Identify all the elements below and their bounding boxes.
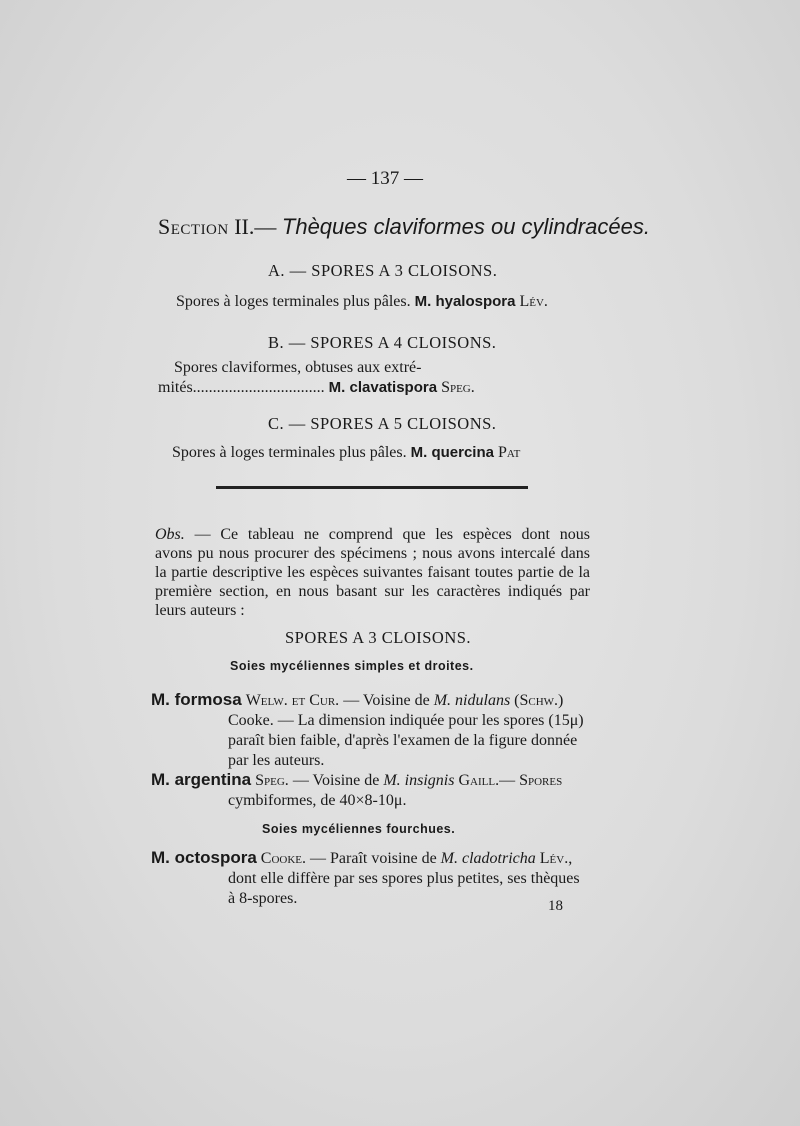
entry-formosa-ref-author: (Schw.): [514, 692, 564, 709]
group-a-line: [176, 293, 548, 311]
group-a-author: Lév.: [519, 293, 548, 310]
entry-formosa-cont-3: par les auteurs.: [228, 752, 325, 769]
subheading-forked: Soies mycéliennes fourchues.: [262, 822, 456, 836]
signature-number: 18: [548, 898, 563, 914]
obs-line-1-text: — Ce tableau ne comprend que les espèces dont nous: [194, 526, 591, 543]
group-c-text: Spores à loges terminales plus pâles.: [172, 444, 407, 461]
entry-argentina: [151, 770, 591, 811]
obs-line-3: la partie descriptive les espèces suivantes faisant toutes partie de la: [155, 564, 590, 581]
entry-formosa-line1: [151, 690, 591, 711]
spores-heading: SPORES A 3 CLOISONS.: [285, 628, 472, 647]
entry-octospora-rest: — Paraît voisine de: [310, 850, 437, 867]
entry-formosa-cont-1: Cooke. — La dimension indiquée pour les spores (15μ): [228, 712, 584, 729]
group-b-heading: B. — SPORES A 4 CLOISONS.: [268, 333, 497, 352]
page-folio: — 137 —: [347, 168, 423, 189]
section-title-text: Thèques claviformes ou cylindracées.: [281, 214, 650, 239]
entry-formosa-ref-species: M. nidulans: [433, 692, 511, 709]
entry-formosa-cont-2: paraît bien faible, d'après l'examen de la figure donnée: [228, 732, 578, 749]
obs-line-1: [155, 525, 590, 544]
obs-paragraph: [155, 525, 590, 620]
entry-octospora-ref-species: M. cladotricha: [440, 850, 536, 867]
group-a-heading: A. — SPORES A 3 CLOISONS.: [268, 261, 498, 280]
entry-argentina-authors: Speg.: [255, 772, 289, 789]
entry-argentina-ref-author: Gaill.— Spores: [458, 772, 563, 789]
subheading-simple: Soies mycéliennes simples et droites.: [230, 659, 474, 673]
entry-octospora-cont-1: dont elle diffère par ses spores plus petites, ses thèques: [228, 870, 580, 887]
entry-octospora-line1: [151, 848, 591, 869]
entry-formosa-authors: Welw. et Cur.: [245, 692, 340, 709]
group-a-text: Spores à loges terminales plus pâles.: [176, 293, 411, 310]
group-c-author: Pat: [497, 444, 521, 461]
entry-argentina-line1: [151, 770, 591, 791]
obs-line-5: leurs auteurs :: [155, 602, 245, 619]
group-b-leader: mités.................................: [158, 379, 325, 396]
entry-formosa-rest: — Voisine de: [343, 692, 430, 709]
group-b-line1: Spores claviformes, obtuses aux extré-: [174, 359, 422, 376]
group-b-author: Speg.: [441, 379, 475, 396]
group-b-line2: [158, 379, 475, 397]
section-prefix: Section: [158, 214, 229, 239]
divider-rule: [216, 486, 528, 489]
obs-line-2: avons pu nous procurer des spécimens ; nous avons intercalé dans: [155, 545, 590, 562]
group-c-line: [172, 444, 520, 462]
entry-formosa: [151, 690, 591, 771]
section-title: [158, 214, 650, 240]
entry-octospora-cont-2: à 8-spores.: [228, 890, 298, 907]
entry-argentina-rest: — Voisine de: [292, 772, 380, 789]
group-c-species: M. quercina: [410, 444, 494, 461]
obs-line-4: première section, en nous basant sur les caractères indiqués par: [155, 583, 590, 600]
entry-octospora-species: M. octospora: [151, 848, 257, 867]
entry-octospora-ref-author: Lév.,: [539, 850, 573, 867]
entry-formosa-species: M. formosa: [151, 690, 242, 709]
entry-octospora-authors: Cooke.: [260, 850, 307, 867]
entry-argentina-cont-1: cymbiformes, de 40×8-10μ.: [228, 792, 407, 809]
section-number: II.—: [234, 214, 277, 239]
group-a-species: M. hyalospora: [414, 293, 516, 310]
obs-label: Obs.: [155, 526, 185, 543]
entry-argentina-species: M. argentina: [151, 770, 252, 789]
group-b-species: M. clavatispora: [328, 379, 438, 396]
group-c-heading: C. — SPORES A 5 CLOISONS.: [268, 414, 497, 433]
entry-octospora: [151, 848, 591, 909]
entry-argentina-ref-species: M. insignis: [383, 772, 455, 789]
